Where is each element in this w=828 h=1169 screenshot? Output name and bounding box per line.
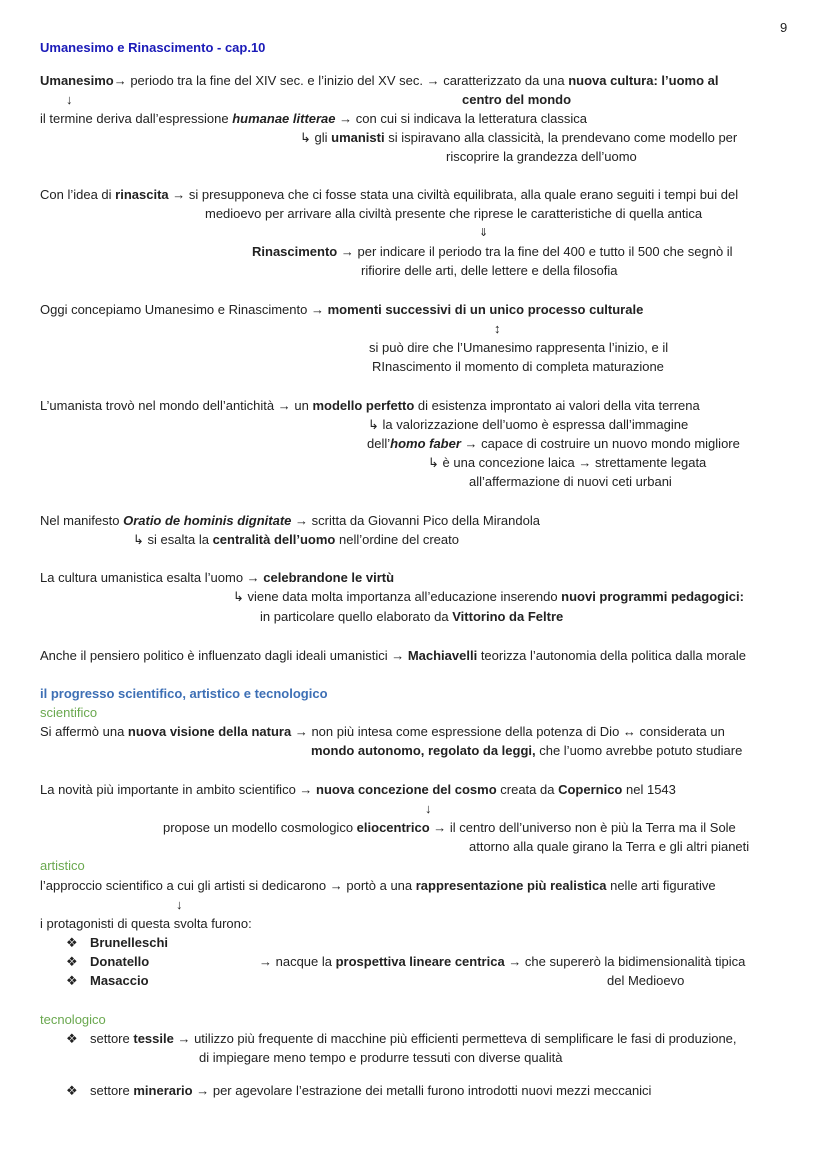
text-line: L’umanista trovò nel mondo dell’antichità → un modello perfetto di esistenza improntato ai valori della vita terrena (40, 398, 700, 413)
down-arrow-icon: ↓ (176, 897, 183, 912)
list-item: ❖ settore tessile → utilizzo più frequente di macchine più efficienti permetteva di semplificare le fasi di produzione, (66, 1031, 737, 1046)
down-arrow-icon: ↓ (425, 801, 432, 816)
text-line: → nacque la prospettiva lineare centrica → che supererò la bidimensionalità tipica (259, 954, 746, 969)
updown-arrow-icon: ↕ (494, 321, 501, 336)
list-item: ❖ settore minerario → per agevolare l’estrazione dei metalli furono introdotti nuovi mezzi meccanici (66, 1083, 652, 1098)
section-heading: il progresso scientifico, artistico e tecnologico (40, 686, 328, 701)
text-line: La novità più importante in ambito scientifico → nuova concezione del cosmo creata da Copernico nel 1543 (40, 782, 676, 797)
text-line: l’approccio scientifico a cui gli artisti si dedicarono → portò a una rappresentazione più realistica nelle arti figurative (40, 878, 716, 893)
text-line: Nel manifesto Oratio de hominis dignitate → scritta da Giovanni Pico della Mirandola (40, 513, 540, 528)
bullet-icon: ❖ (66, 954, 78, 969)
page-number: 9 (780, 20, 788, 35)
text-line: mondo autonomo, regolato da leggi, che l’uomo avrebbe potuto studiare (311, 743, 743, 758)
subsection-heading: scientifico (40, 705, 98, 720)
text-line: attorno alla quale girano la Terra e gli altri pianeti (469, 839, 750, 854)
text-line: Oggi concepiamo Umanesimo e Rinascimento → momenti successivi di un unico processo culturale (40, 302, 644, 317)
bullet-icon: ❖ (66, 935, 78, 950)
text-line: il termine deriva dall’espressione humanae litterae → con cui si indicava la letteratura classica (40, 111, 587, 126)
text-line: ↳ gli umanisti si ispiravano alla classicità, la prendevano come modello per (300, 130, 738, 145)
bullet-icon: ❖ (66, 1083, 78, 1098)
text-line: del Medioevo (607, 973, 685, 988)
text-line: dell’homo faber → capace di costruire un nuovo mondo migliore (367, 436, 740, 451)
text-line: propose un modello cosmologico eliocentrico → il centro dell’universo non è più la Terra ma il Sole (163, 820, 736, 835)
text-line: ↳ viene data molta importanza all’educazione inserendo nuovi programmi pedagogici: (233, 589, 744, 604)
subsection-heading: tecnologico (40, 1012, 106, 1027)
down-arrow-icon: ↓ (66, 92, 73, 107)
text-line: ↳ la valorizzazione dell’uomo è espressa dall’immagine (368, 417, 689, 432)
text-line: in particolare quello elaborato da Vittorino da Feltre (260, 609, 564, 624)
text-line: i protagonisti di questa svolta furono: (40, 916, 252, 931)
text-line: ↳ si esalta la centralità dell’uomo nell’ordine del creato (133, 532, 459, 547)
list-item: ❖ Brunelleschi (66, 935, 169, 950)
text-line: ↳ è una concezione laica → strettamente legata (428, 455, 707, 470)
text-line: Anche il pensiero politico è influenzato dagli ideali umanistici → Machiavelli teorizza l’autonomia della politica dalla morale (40, 648, 747, 663)
list-item: ❖ Donatello (66, 954, 150, 969)
page-title: Umanesimo e Rinascimento - cap.10 (40, 40, 266, 55)
list-item: ❖ Masaccio (66, 973, 149, 988)
text-line: Umanesimo→ periodo tra la fine del XIV sec. e l’inizio del XV sec. → caratterizzato da una nuova cultura: l’uomo al (40, 73, 719, 88)
subsection-heading: artistico (40, 858, 85, 873)
text-line: Con l’idea di rinascita → si presupponeva che ci fosse stata una civiltà equilibrata, alla quale erano seguiti i tempi bui del (40, 187, 739, 202)
text-line: Rinascimento → per indicare il periodo tra la fine del 400 e tutto il 500 che segnò il (252, 244, 733, 259)
bullet-icon: ❖ (66, 973, 78, 988)
double-down-arrow-icon: ⇓ (479, 227, 489, 239)
text-line: riscoprire la grandezza dell’uomo (446, 149, 637, 164)
text-line: rifiorire delle arti, delle lettere e della filosofia (361, 263, 618, 278)
text-line: centro del mondo (462, 92, 572, 107)
text-line: si può dire che l’Umanesimo rappresenta l’inizio, e il (369, 340, 669, 355)
bullet-icon: ❖ (66, 1031, 78, 1046)
text-line: Si affermò una nuova visione della natura → non più intesa come espressione della potenza di Dio ↔ considerata un (40, 724, 725, 739)
text-line: La cultura umanistica esalta l’uomo → celebrandone le virtù (40, 570, 395, 585)
text-line: medioevo per arrivare alla civiltà presente che riprese le caratteristiche di quella antica (205, 206, 703, 221)
text-line: RInascimento il momento di completa maturazione (372, 359, 664, 374)
text-line: di impiegare meno tempo e produrre tessuti con diverse qualità (199, 1050, 563, 1065)
text-line: all’affermazione di nuovi ceti urbani (469, 474, 672, 489)
